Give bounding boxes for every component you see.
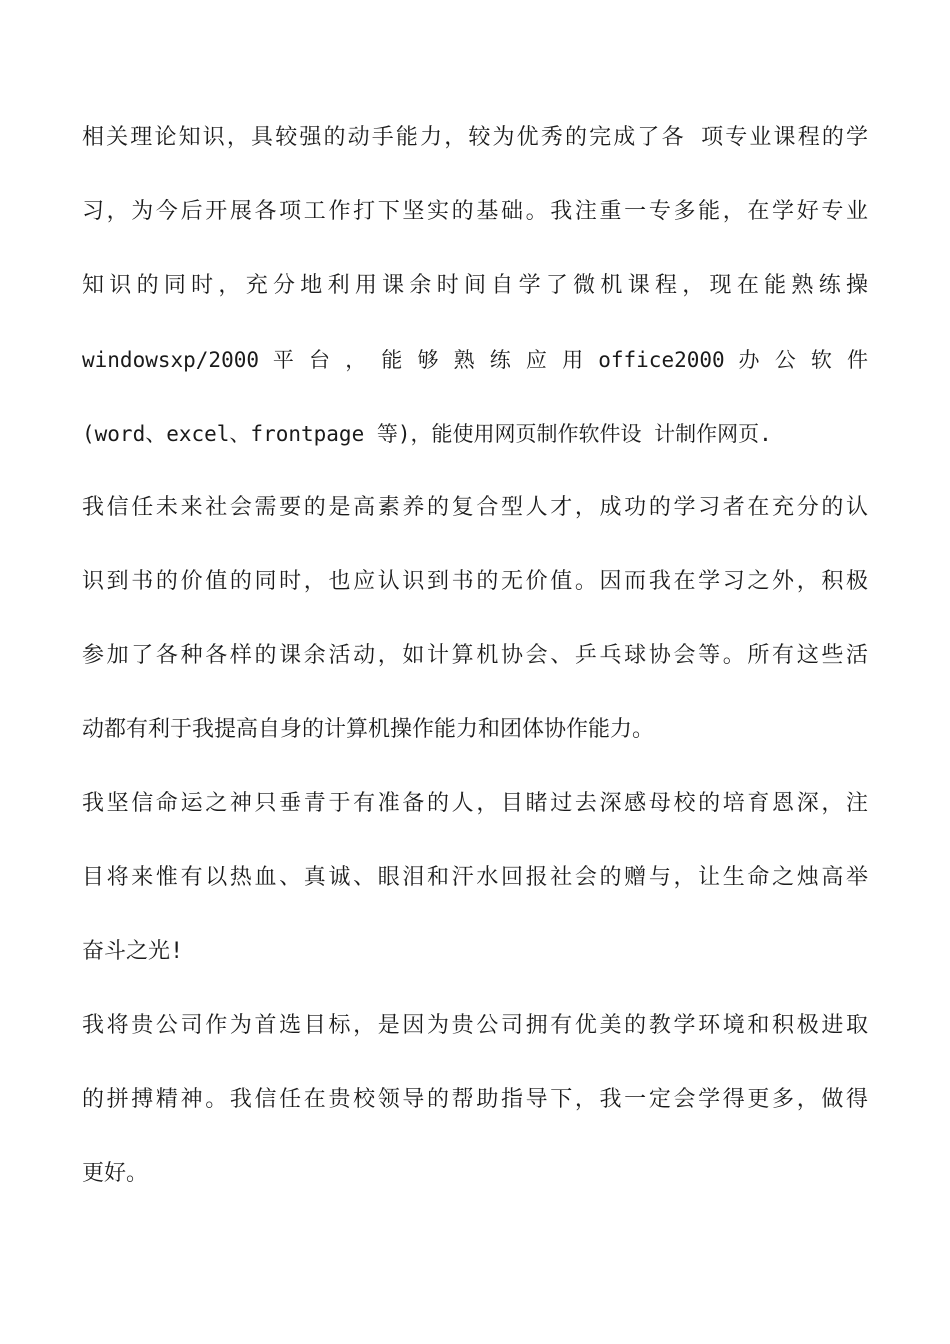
text-line-6: 我信任未来社会需要的是高素养的复合型人才，成功的学习者在充分的认 <box>82 495 868 520</box>
text-line-7: 识到书的价值的同时，也应认识到书的无价值。因而我在学习之外，积极 <box>82 569 868 594</box>
text-line-3: 知识的同时，充分地利用课余时间自学了微机课程，现在能熟练操 <box>82 273 868 298</box>
text-line-13: 我将贵公司作为首选目标，是因为贵公司拥有优美的教学环境和积极进取 <box>82 1013 868 1038</box>
text-line-5: (word、excel、frontpage 等)，能使用网页制作软件设 计制作网页. <box>82 422 772 446</box>
text-line-11: 目将来惟有以热血、真诚、眼泪和汗水回报社会的赠与，让生命之烛高举 <box>82 865 868 890</box>
text-line-12: 奋斗之光! <box>82 939 184 964</box>
text-line-8: 参加了各种各样的课余活动，如计算机协会、乒乓球协会等。所有这些活 <box>82 643 868 668</box>
text-line-14: 的拼搏精神。我信任在贵校领导的帮助指导下，我一定会学得更多，做得 <box>82 1087 868 1112</box>
document-body <box>82 114 868 1224</box>
text-line-15: 更好。 <box>82 1161 149 1186</box>
text-line-1: 相关理论知识，具较强的动手能力，较为优秀的完成了各 项专业课程的学 <box>82 125 868 150</box>
text-line-10: 我坚信命运之神只垂青于有准备的人，目睹过去深感母校的培育恩深，注 <box>82 791 868 816</box>
text-line-2: 习，为今后开展各项工作打下坚实的基础。我注重一专多能，在学好专业 <box>82 199 868 224</box>
text-line-4: windowsxp/2000 平 台 ， 能 够 熟 练 应 用 office2000 办 公 软 件 <box>82 348 868 372</box>
text-line-9: 动都有利于我提高自身的计算机操作能力和团体协作能力。 <box>82 717 655 742</box>
